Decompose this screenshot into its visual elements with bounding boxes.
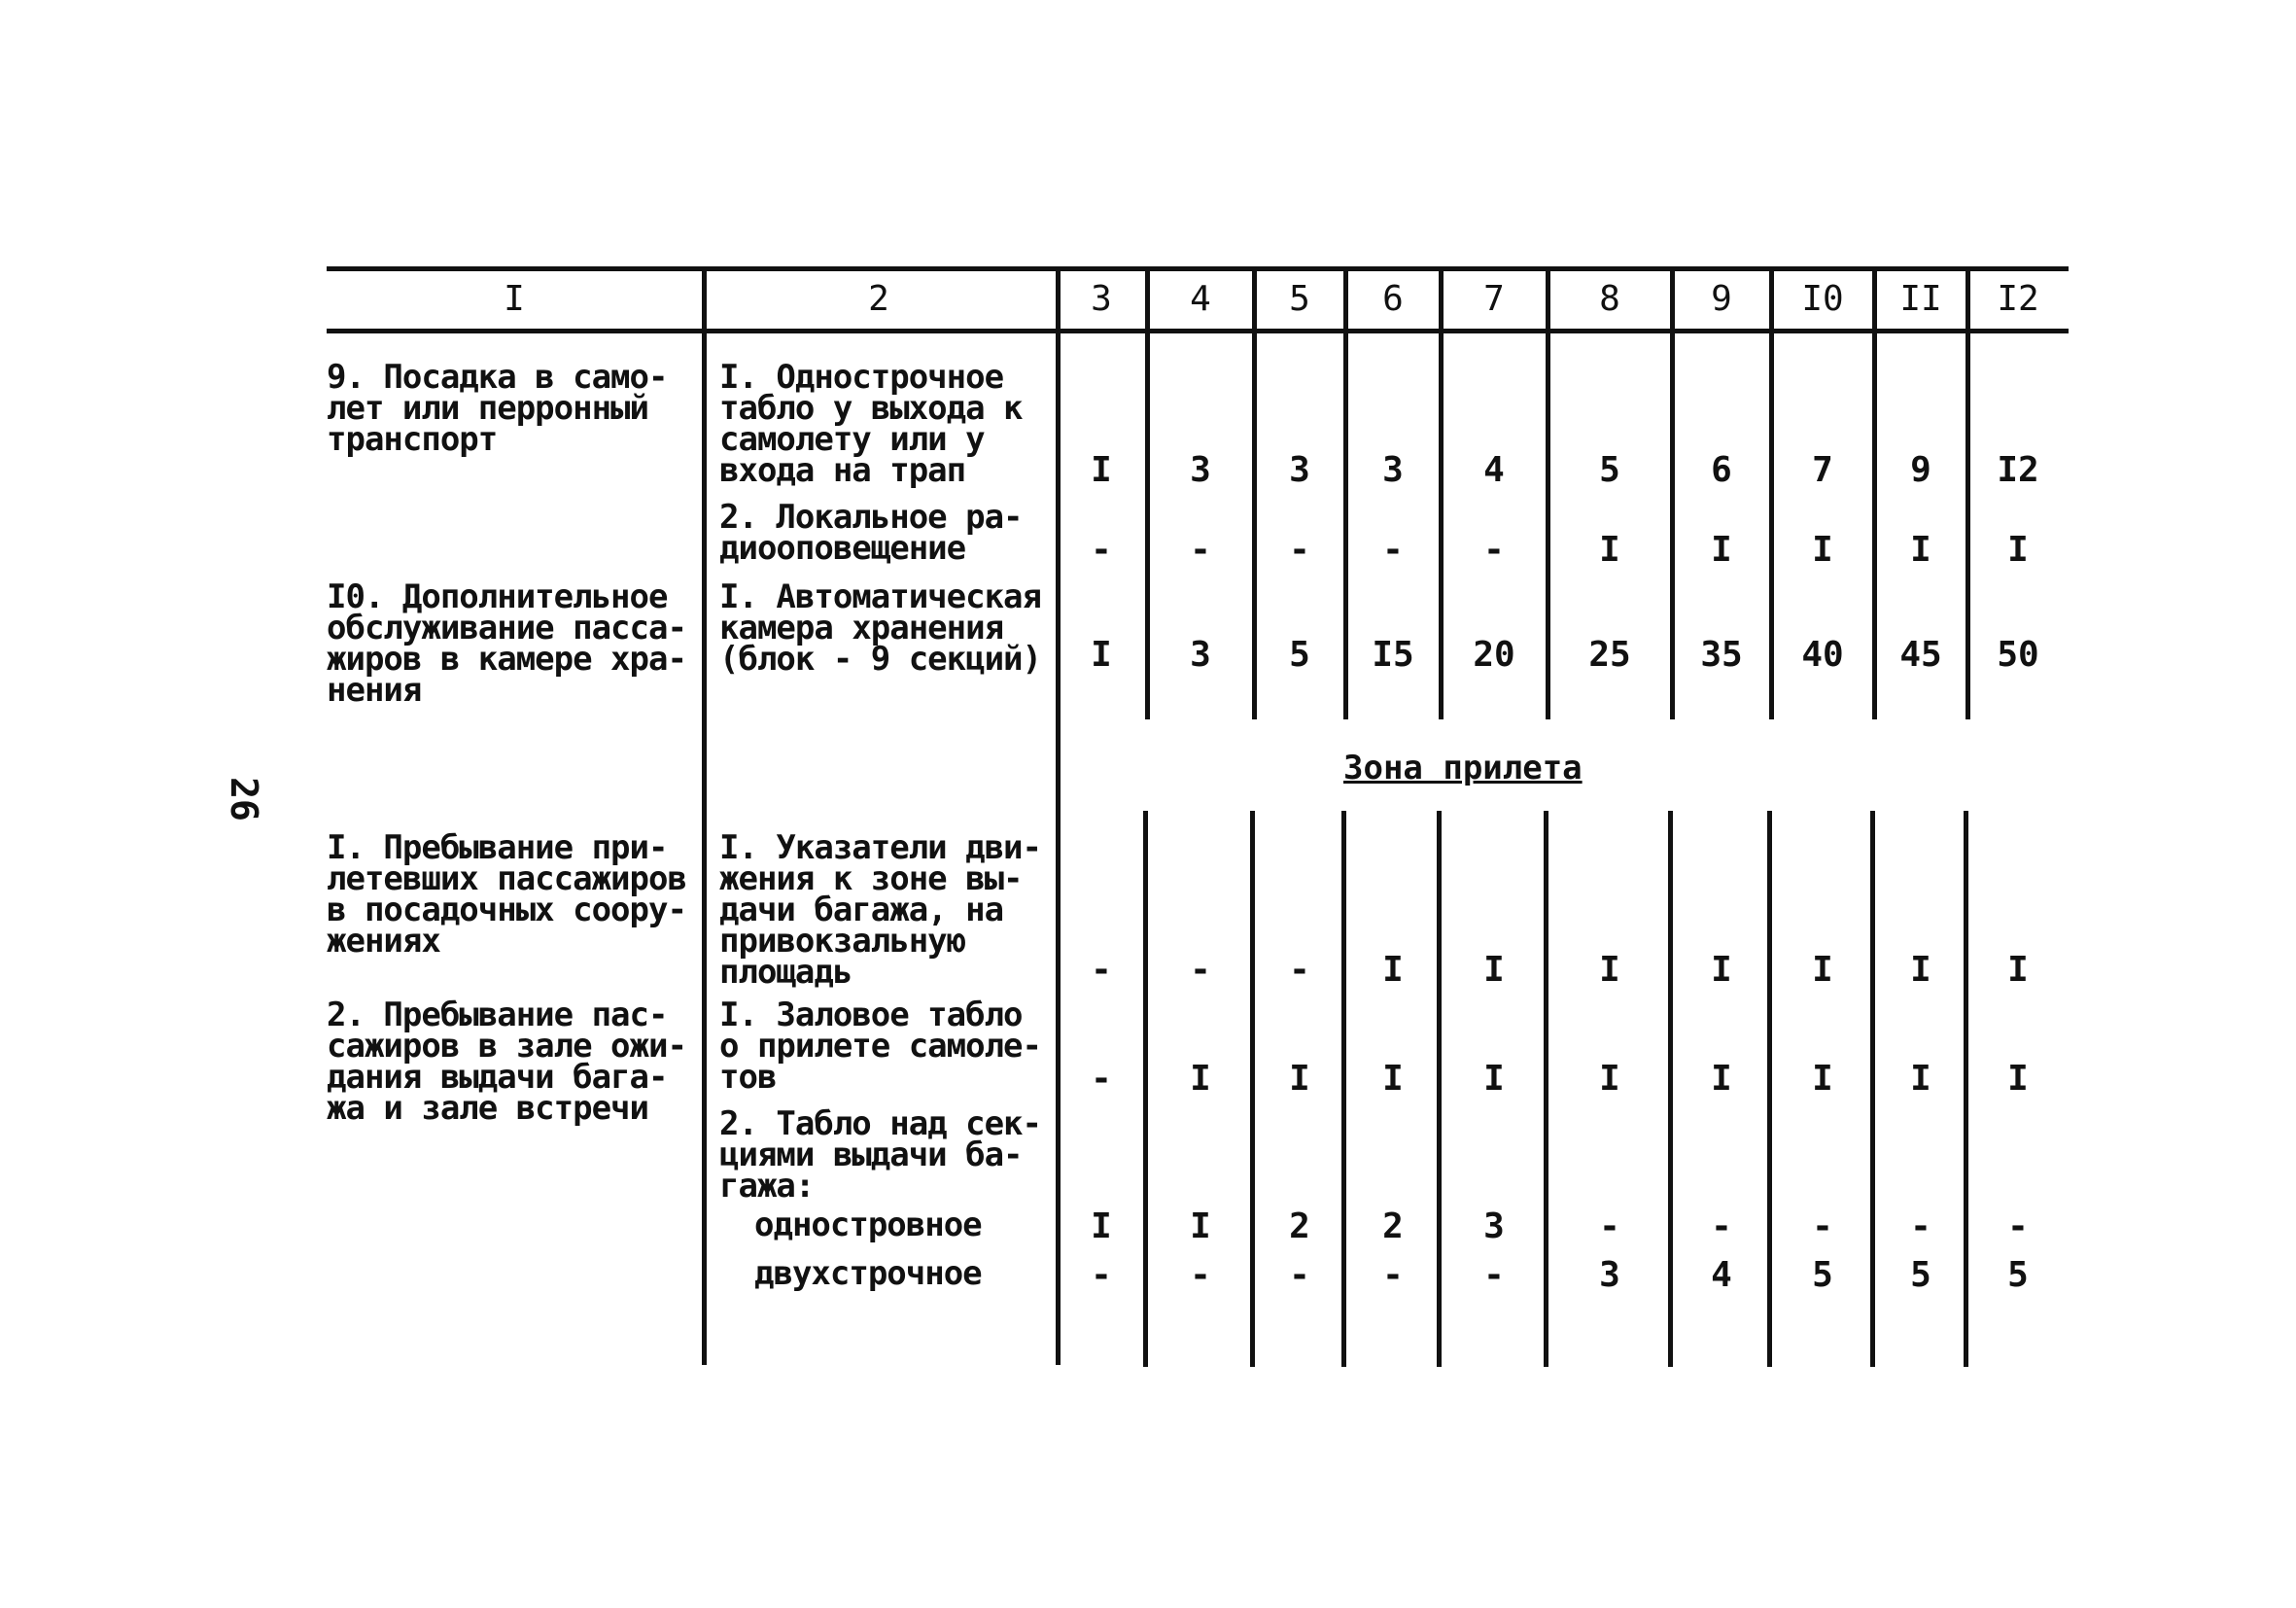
table-cell: 3 bbox=[1382, 450, 1404, 490]
zone-title: Зона прилета bbox=[1343, 749, 1583, 787]
row-label: I. Указатели дви- жения к зоне вы- дачи багажа, на привокзальную площадь bbox=[719, 828, 1041, 992]
table-cell: - bbox=[2007, 1206, 2029, 1246]
table-cell: I bbox=[1599, 950, 1620, 990]
table-cell: I bbox=[1599, 530, 1620, 570]
table-cell: I bbox=[1711, 950, 1732, 990]
table-cell: I bbox=[1910, 1059, 1931, 1099]
table-cell: 40 bbox=[1801, 635, 1844, 675]
column-divider bbox=[1437, 811, 1442, 1367]
column-divider bbox=[1544, 811, 1548, 1367]
table-cell: 2 bbox=[1289, 1206, 1310, 1246]
table-cell: 5 bbox=[1910, 1255, 1931, 1295]
row-group-name: 9. Посадка в само- лет или перронный транспорт bbox=[327, 358, 668, 459]
table-cell: 5 bbox=[1812, 1255, 1833, 1295]
table-cell: 25 bbox=[1588, 635, 1631, 675]
table-cell: I bbox=[1091, 1206, 1112, 1246]
table-cell: 35 bbox=[1700, 635, 1743, 675]
column-divider bbox=[1767, 811, 1772, 1367]
table-cell: - bbox=[1910, 1206, 1931, 1246]
table-cell: - bbox=[1190, 1255, 1211, 1295]
table-cell: I bbox=[1190, 1059, 1211, 1099]
table-cell: - bbox=[1091, 530, 1112, 570]
table-cell: - bbox=[1091, 1255, 1112, 1295]
column-divider bbox=[1769, 266, 1774, 719]
table-cell: - bbox=[1483, 530, 1505, 570]
column-divider bbox=[1872, 266, 1877, 719]
table-cell: 2 bbox=[1382, 1206, 1404, 1246]
table-cell: I bbox=[1711, 1059, 1732, 1099]
table-cell: - bbox=[1599, 1206, 1620, 1246]
column-header: I2 bbox=[1997, 279, 2039, 319]
table-cell: I bbox=[1091, 635, 1112, 675]
column-divider bbox=[1668, 811, 1673, 1367]
row-label: одностровное bbox=[754, 1206, 982, 1244]
row-label: 2. Локальное ра- диооповещение bbox=[719, 498, 1023, 568]
table-cell: I bbox=[1382, 1059, 1404, 1099]
table-cell: I bbox=[2007, 530, 2029, 570]
table-cell: - bbox=[1190, 530, 1211, 570]
row-label: I. Однострочное табло у выхода к самолету или у входа на трап bbox=[719, 358, 1023, 490]
table-cell: - bbox=[1289, 950, 1310, 990]
column-header: 2 bbox=[868, 279, 889, 319]
table-cell: - bbox=[1382, 530, 1404, 570]
table-cell: 4 bbox=[1711, 1255, 1732, 1295]
table-cell: 5 bbox=[1289, 635, 1310, 675]
table-cell: I bbox=[2007, 1059, 2029, 1099]
column-divider bbox=[1870, 811, 1875, 1367]
page-number: 26 bbox=[222, 777, 265, 821]
table-cell: 20 bbox=[1473, 635, 1515, 675]
row-label: 2. Табло над сек- циями выдачи ба- гажа: bbox=[719, 1104, 1041, 1206]
table-cell: 3 bbox=[1190, 635, 1211, 675]
table-cell: - bbox=[1711, 1206, 1732, 1246]
table-cell: I bbox=[1711, 530, 1732, 570]
table-cell: I bbox=[1812, 530, 1833, 570]
table-cell: - bbox=[1382, 1255, 1404, 1295]
table-cell: 5 bbox=[2007, 1255, 2029, 1295]
column-header: 4 bbox=[1190, 279, 1211, 319]
column-header: 5 bbox=[1289, 279, 1310, 319]
column-header: 8 bbox=[1599, 279, 1620, 319]
table-cell: I bbox=[1382, 950, 1404, 990]
column-divider bbox=[702, 266, 707, 1365]
table-cell: I2 bbox=[1997, 450, 2039, 490]
row-label: I. Заловое табло о прилете самоле- тов bbox=[719, 996, 1041, 1097]
table-cell: 45 bbox=[1899, 635, 1942, 675]
column-header: 9 bbox=[1711, 279, 1732, 319]
top-rule bbox=[327, 266, 2069, 271]
table-cell: 5 bbox=[1599, 450, 1620, 490]
column-divider bbox=[1341, 811, 1346, 1367]
column-divider bbox=[1252, 266, 1257, 719]
table-cell: I bbox=[1599, 1059, 1620, 1099]
table-cell: I bbox=[1483, 1059, 1505, 1099]
column-header: I0 bbox=[1801, 279, 1844, 319]
table-cell: - bbox=[1483, 1255, 1505, 1295]
table-cell: I bbox=[1483, 950, 1505, 990]
table-cell: 9 bbox=[1910, 450, 1931, 490]
column-divider bbox=[1145, 266, 1150, 719]
table-cell: - bbox=[1812, 1206, 1833, 1246]
table-cell: - bbox=[1289, 1255, 1310, 1295]
column-divider bbox=[1439, 266, 1444, 719]
table-cell: I bbox=[1091, 450, 1112, 490]
table-cell: 3 bbox=[1483, 1206, 1505, 1246]
row-group-name: 2. Пребывание пас- сажиров в зале ожи- дания выдачи бага- жа и зале встречи bbox=[327, 996, 686, 1128]
table-cell: I bbox=[2007, 950, 2029, 990]
table-cell: 3 bbox=[1599, 1255, 1620, 1295]
table-cell: I bbox=[1289, 1059, 1310, 1099]
column-divider bbox=[1143, 811, 1148, 1367]
table-cell: - bbox=[1091, 950, 1112, 990]
column-divider bbox=[1670, 266, 1675, 719]
table-cell: - bbox=[1289, 530, 1310, 570]
column-header: 3 bbox=[1091, 279, 1112, 319]
column-divider bbox=[1056, 266, 1061, 1365]
table-cell: - bbox=[1190, 950, 1211, 990]
column-header: 6 bbox=[1382, 279, 1404, 319]
column-divider bbox=[1966, 266, 1970, 719]
table-cell: 4 bbox=[1483, 450, 1505, 490]
table-cell: I5 bbox=[1372, 635, 1414, 675]
table-cell: 3 bbox=[1289, 450, 1310, 490]
table-cell: I bbox=[1910, 950, 1931, 990]
column-header: 7 bbox=[1483, 279, 1505, 319]
column-divider bbox=[1964, 811, 1968, 1367]
row-group-name: I. Пребывание при- летевших пассажиров в посадочных соору- жениях bbox=[327, 828, 686, 961]
row-label: двухстрочное bbox=[754, 1254, 982, 1293]
column-divider bbox=[1546, 266, 1550, 719]
table-cell: 6 bbox=[1711, 450, 1732, 490]
table-cell: I bbox=[1812, 950, 1833, 990]
table-cell: 3 bbox=[1190, 450, 1211, 490]
table-cell: 50 bbox=[1997, 635, 2039, 675]
table-cell: 7 bbox=[1812, 450, 1833, 490]
column-header: II bbox=[1899, 279, 1942, 319]
table-cell: I bbox=[1812, 1059, 1833, 1099]
header-bottom-rule bbox=[327, 329, 2069, 333]
column-divider bbox=[1250, 811, 1255, 1367]
row-group-name: I0. Дополнительное обслуживание пасса- жиров в камере хра- нения bbox=[327, 577, 686, 710]
table-cell: I bbox=[1910, 530, 1931, 570]
table-cell: - bbox=[1091, 1059, 1112, 1099]
column-divider bbox=[1343, 266, 1348, 719]
column-header: I bbox=[504, 279, 525, 319]
table-cell: I bbox=[1190, 1206, 1211, 1246]
row-label: I. Автоматическая камера хранения (блок - 9 секций) bbox=[719, 577, 1041, 679]
